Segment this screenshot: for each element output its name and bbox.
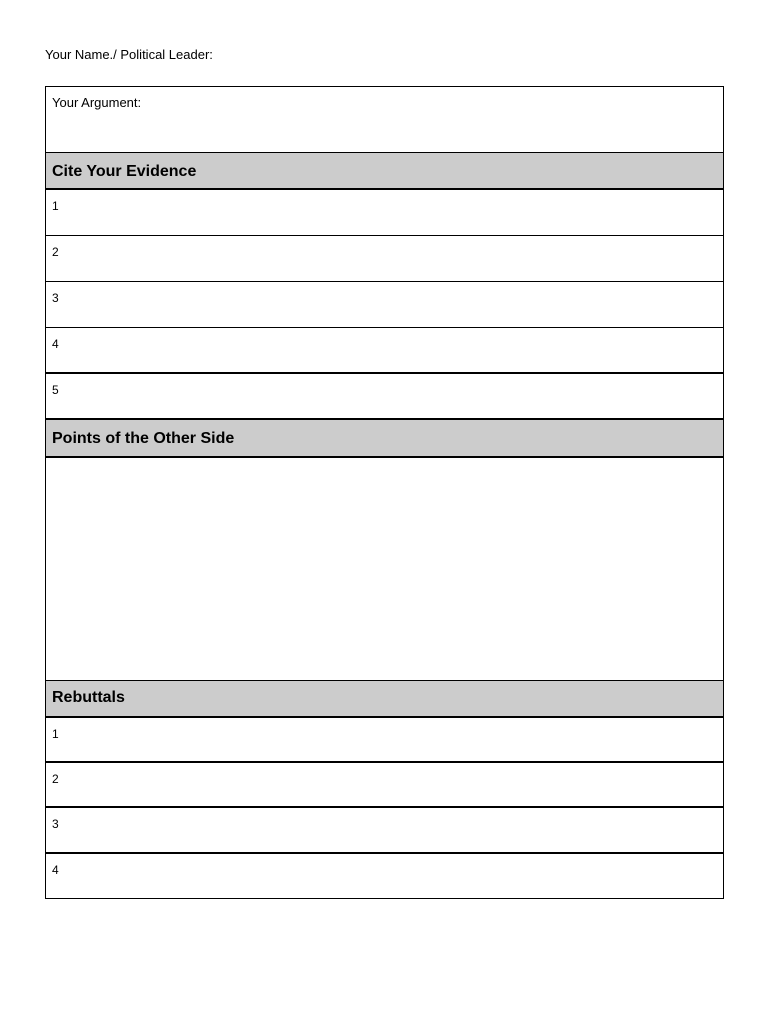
evidence-row[interactable] xyxy=(46,374,723,419)
evidence-section-header: Cite Your Evidence xyxy=(46,153,723,190)
argument-label: Your Argument: xyxy=(52,95,142,110)
evidence-row-number: 1 xyxy=(52,199,59,213)
evidence-row-number: 5 xyxy=(52,383,59,397)
evidence-row-number: 3 xyxy=(52,291,59,305)
rebuttal-row[interactable] xyxy=(46,763,723,808)
evidence-row[interactable] xyxy=(46,190,723,236)
evidence-row[interactable] xyxy=(46,282,723,328)
rebuttal-row-number: 4 xyxy=(52,863,59,877)
rebuttal-row-number: 3 xyxy=(52,817,59,831)
evidence-row-number: 4 xyxy=(52,337,59,351)
rebuttal-row-number: 2 xyxy=(52,772,59,786)
argument-worksheet-table xyxy=(45,86,724,899)
rebuttal-row[interactable] xyxy=(46,854,723,898)
rebuttal-row[interactable] xyxy=(46,718,723,763)
rebuttal-row[interactable] xyxy=(46,808,723,854)
other-side-section-header: Points of the Other Side xyxy=(46,419,723,458)
evidence-row-number: 2 xyxy=(52,245,59,259)
other-side-field[interactable] xyxy=(46,458,723,681)
evidence-row[interactable] xyxy=(46,328,723,374)
argument-field[interactable] xyxy=(46,87,723,153)
rebuttals-section-header: Rebuttals xyxy=(46,681,723,718)
rebuttal-row-number: 1 xyxy=(52,727,59,741)
evidence-row[interactable] xyxy=(46,236,723,282)
name-political-leader-label: Your Name./ Political Leader: xyxy=(45,47,213,62)
